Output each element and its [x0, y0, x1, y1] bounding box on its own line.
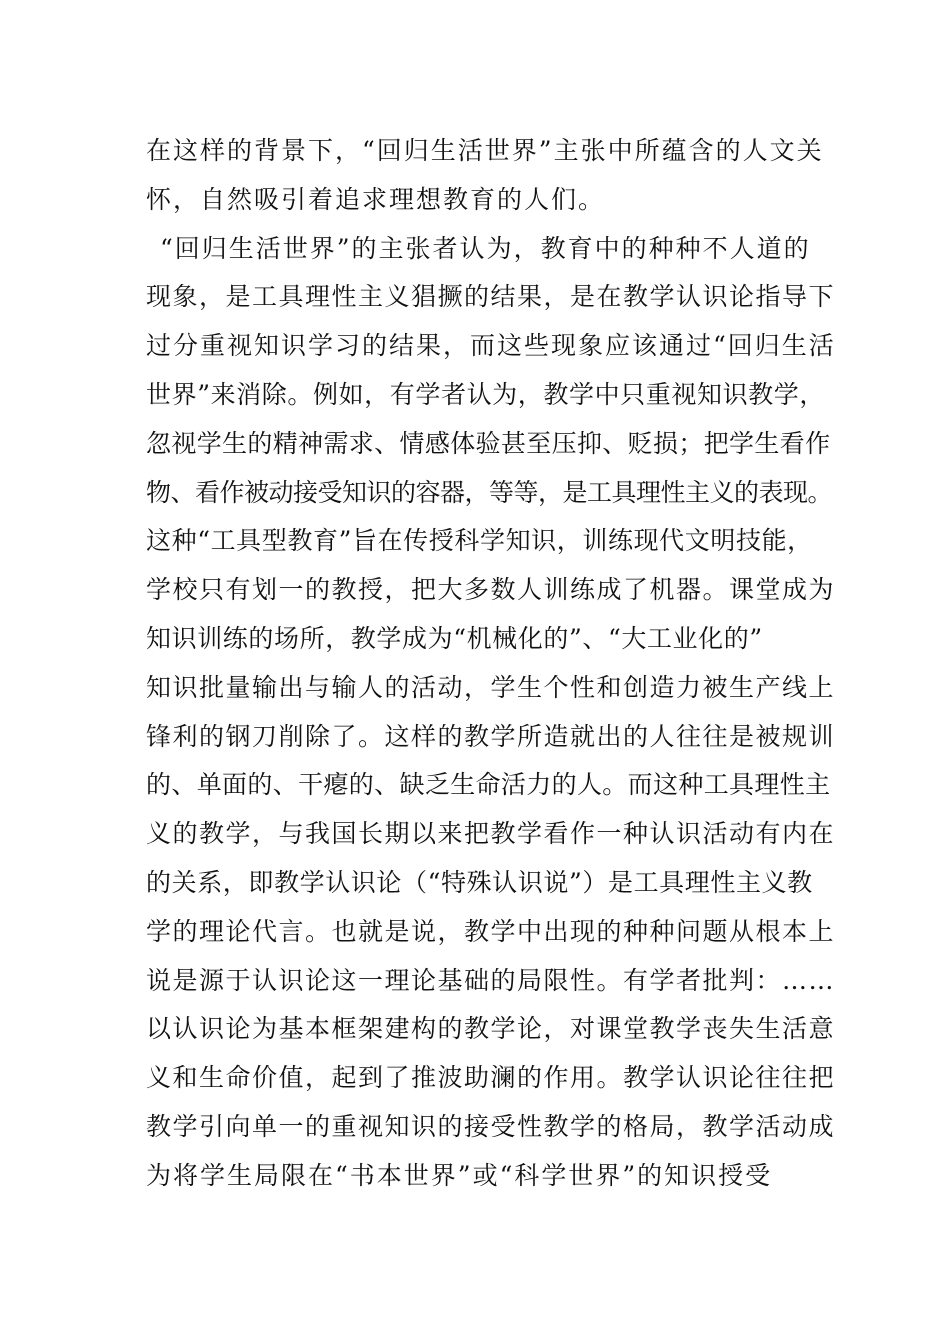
text-line: 为将学生局限在“书本世界”或“科学世界”的知识授受 [146, 1160, 773, 1190]
text-line: 义的教学，与我国长期以来把教学看作一种认识活动有内在 [146, 819, 836, 849]
text-line: 忽视学生的精神需求、情感体验甚至压抑、贬损；把学生看作 [146, 428, 831, 458]
text-line: 在这样的背景下，“回归生活世界”主张中所蕴含的人文关 [146, 136, 824, 165]
text-line: 世界”来消除。例如，有学者认为，教学中只重视知识教学， [146, 379, 825, 409]
text-line: 这种“工具型教育”旨在传授科学知识，训练现代文明技能， [146, 526, 813, 556]
body-text [146, 127, 836, 1201]
text-line: 锋利的钢刀削除了。这样的教学所造就出的人往往是被规训 [146, 721, 836, 751]
text-line: 现象，是工具理性主义猖撅的结果，是在教学认识论指导下 [146, 282, 836, 312]
text-line: 教学引向单一的重视知识的接受性教学的格局，教学活动成 [146, 1111, 836, 1141]
text-line: 学的理论代言。也就是说，教学中出现的种种问题从根本上 [146, 916, 836, 946]
text-line: 学校只有划一的教授，把大多数人训练成了机器。课堂成为 [146, 575, 836, 605]
text-line: 说是源于认识论这一理论基础的局限性。有学者批判：…… [146, 965, 836, 995]
text-line: 的关系，即教学认识论（“特殊认识说”）是工具理性主义教 [146, 867, 813, 897]
paragraph-first-line: “回归生活世界”的主张者认为，教育中的种种不人道的 [160, 233, 811, 263]
text-line: 以认识论为基本框架建构的教学论，对课堂教学丧失生活意 [146, 1014, 836, 1044]
text-line: 知识批量输出与输人的活动，学生个性和创造力被生产线上 [146, 672, 836, 702]
text-line: 过分重视知识学习的结果，而这些现象应该通过“回归生活 [146, 331, 836, 361]
text-line: 义和生命价值，起到了推波助澜的作用。教学认识论往往把 [146, 1063, 836, 1093]
text-line: 知识训练的场所，教学成为“机械化的”、“大工业化的” [146, 623, 763, 653]
text-line: 怀，自然吸引着追求理想教育的人们。 [146, 184, 606, 214]
text-line: 物、看作被动接受知识的容器，等等，是工具理性主义的表现。 [146, 477, 833, 507]
text-line: 的、单面的、干瘪的、缺乏生命活力的人。而这种工具理性主 [146, 770, 831, 800]
